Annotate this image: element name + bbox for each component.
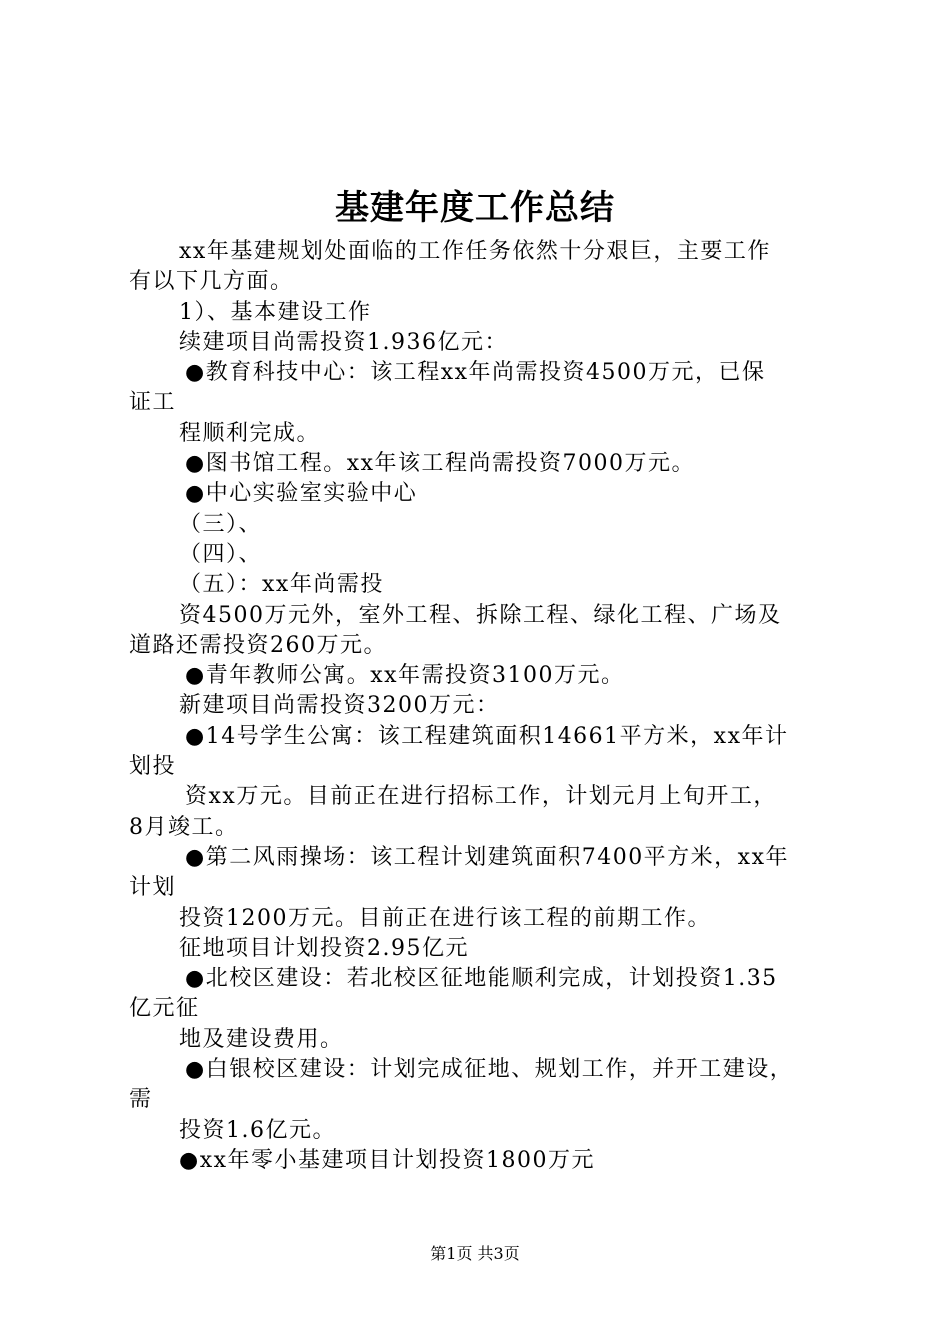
paragraph-line: 道路还需投资260万元。 [129, 632, 387, 658]
paragraph-line: 证工 [129, 390, 177, 416]
paragraph-line: 计划 [129, 875, 177, 901]
paragraph-line: 投资1.6亿元。 [179, 1117, 336, 1143]
paragraph-line: 8月竣工。 [129, 814, 239, 840]
paragraph-line: 续建项目尚需投资1.936亿元： [179, 329, 508, 355]
paragraph-line: （三）、 [179, 511, 263, 537]
bullet-line: ●中心实验室实验中心 [185, 481, 418, 507]
paragraph-line: （五）：xx年尚需投 [179, 572, 384, 598]
paragraph-line: xx年基建规划处面临的工作任务依然十分艰巨，主要工作 [179, 239, 771, 264]
paragraph-line: 地及建设费用。 [179, 1026, 344, 1052]
paragraph-line: （四）、 [179, 541, 263, 567]
bullet-line: ●白银校区建设：计划完成征地、规划工作，并开工建设， [185, 1057, 794, 1083]
paragraph-line: 有以下几方面。 [129, 269, 294, 295]
paragraph-line: 征地项目计划投资2.95亿元 [179, 935, 469, 961]
bullet-line: ●北校区建设：若北校区征地能顺利完成，计划投资1.35 [185, 966, 778, 992]
page-footer: 第1页 共3页 [430, 1244, 520, 1263]
paragraph-line: 资xx万元。目前正在进行招标工作，计划元月上旬开工， [185, 784, 777, 810]
document-title: 基建年度工作总结 [335, 188, 615, 228]
paragraph-line: 需 [129, 1087, 153, 1113]
bullet-line: ●教育科技中心：该工程xx年尚需投资4500万元，已保 [185, 360, 766, 386]
paragraph-line: 划投 [129, 754, 177, 780]
bullet-line: ●第二风雨操场：该工程计划建筑面积7400平方米，xx年 [185, 844, 790, 870]
bullet-line: ●14号学生公寓：该工程建筑面积14661平方米，xx年计 [185, 723, 789, 749]
document-body [129, 237, 841, 1176]
paragraph-line: 1）、基本建设工作 [179, 299, 372, 325]
paragraph-line: 程顺利完成。 [179, 420, 321, 446]
paragraph-line: 新建项目尚需投资3200万元： [179, 693, 500, 719]
paragraph-line: 资4500万元外，室外工程、拆除工程、绿化工程、广场及 [179, 602, 782, 628]
bullet-line: ●xx年零小基建项目计划投资1800万元 [179, 1147, 596, 1173]
bullet-line: ●图书馆工程。xx年该工程尚需投资7000万元。 [185, 451, 696, 477]
paragraph-line: 投资1200万元。目前正在进行该工程的前期工作。 [179, 905, 711, 931]
bullet-line: ●青年教师公寓。xx年需投资3100万元。 [185, 663, 625, 689]
paragraph-line: 亿元征 [129, 996, 200, 1022]
